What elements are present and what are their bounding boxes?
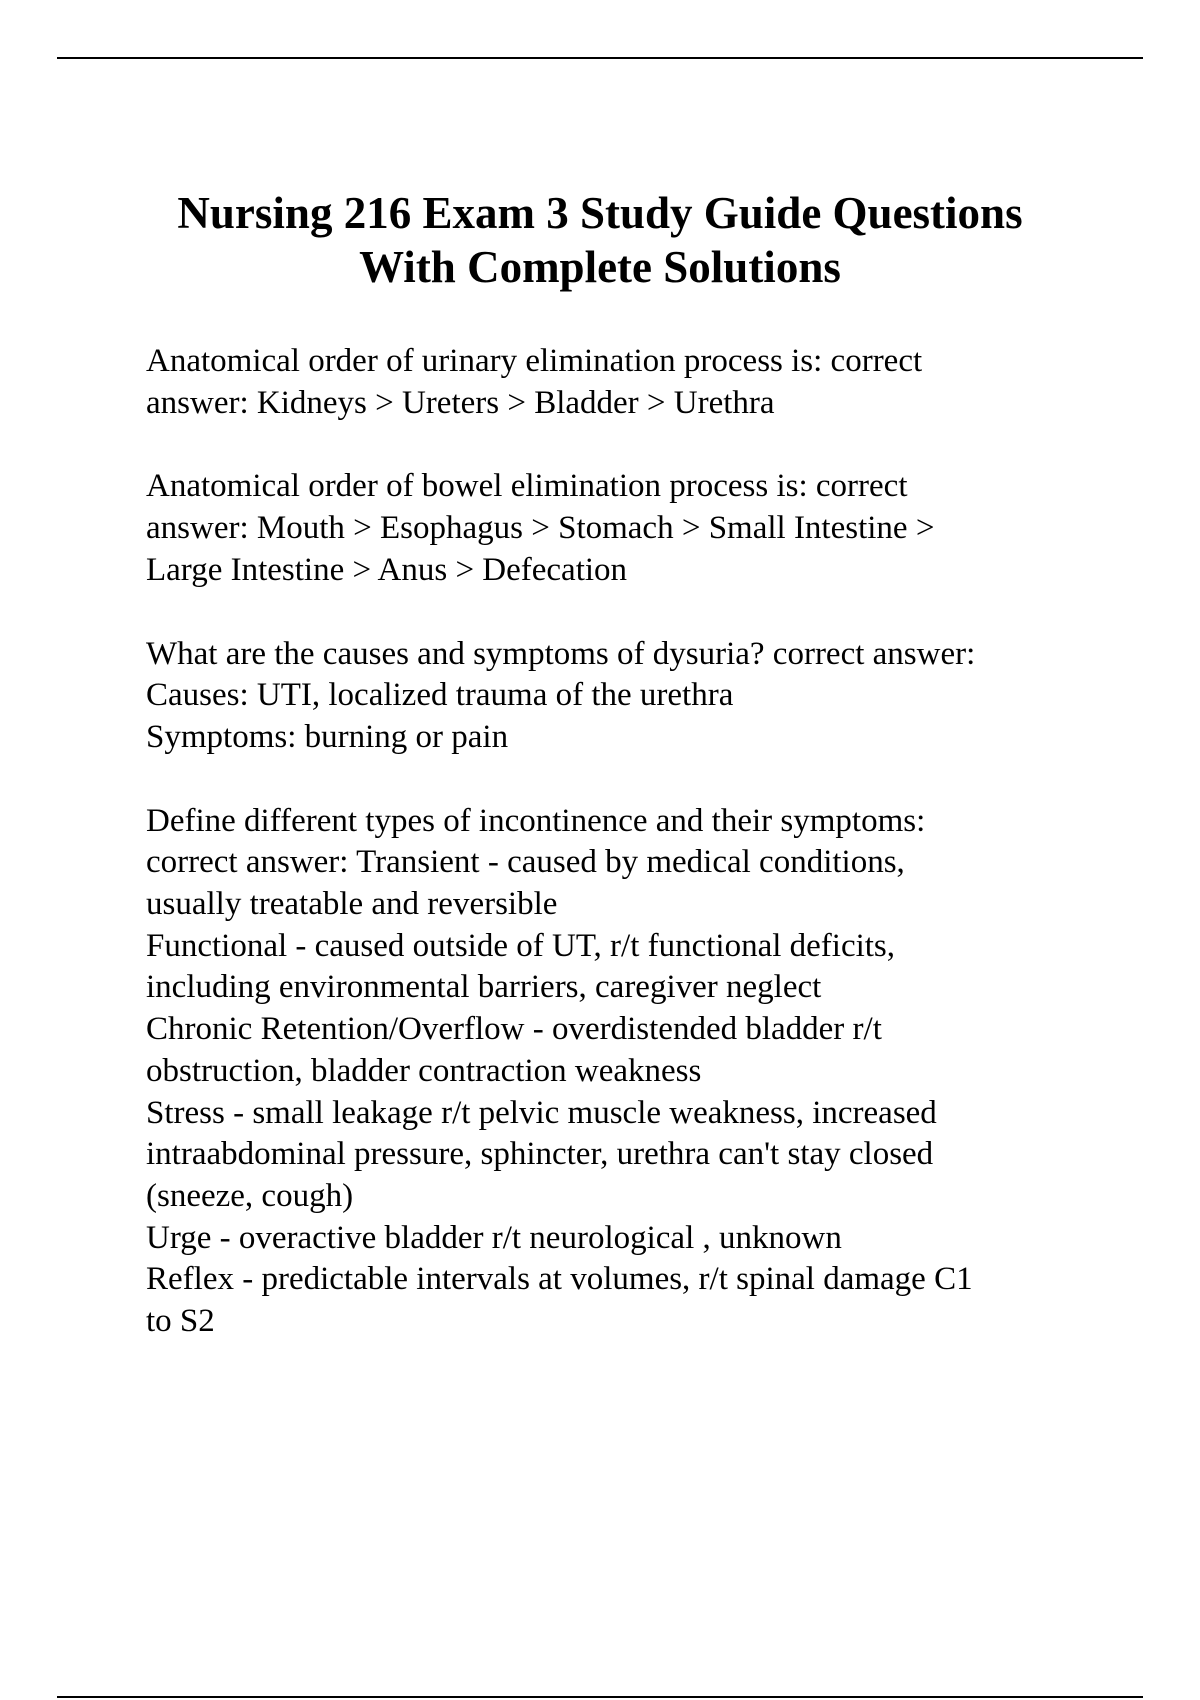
text-line: Urge - overactive bladder r/t neurological , unknown [146, 1219, 842, 1256]
text-line: obstruction, bladder contraction weakness [146, 1052, 702, 1089]
text-line: Stress - small leakage r/t pelvic muscle weakness, increased [146, 1094, 937, 1131]
text-line: answer: Kidneys > Ureters > Bladder > Urethra [146, 384, 775, 421]
text-line: Causes: UTI, localized trauma of the urethra [146, 677, 734, 714]
header-rule [57, 57, 1143, 59]
text-line: Chronic Retention/Overflow - overdistended bladder r/t [146, 1011, 882, 1048]
text-line: Anatomical order of urinary elimination process is: correct [146, 343, 923, 379]
document-title [100, 186, 1100, 294]
title-line: With Complete Solutions [359, 242, 841, 292]
text-line: including environmental barriers, caregiver neglect [146, 969, 822, 1006]
text-line: correct answer: Transient - caused by medical conditions, [146, 844, 905, 881]
qa-entry-urinary-order [146, 341, 1086, 424]
text-line: Large Intestine > Anus > Defecation [146, 551, 628, 588]
title-line: Nursing 216 Exam 3 Study Guide Questions [177, 188, 1023, 238]
qa-entry-incontinence [146, 801, 1086, 1343]
text-line: Symptoms: burning or pain [146, 718, 509, 755]
text-line: Functional - caused outside of UT, r/t functional deficits, [146, 927, 896, 964]
text-line: What are the causes and symptoms of dysuria? correct answer: [146, 635, 976, 672]
qa-entry-dysuria [146, 634, 1086, 759]
text-line: Anatomical order of bowel elimination process is: correct [146, 468, 908, 505]
text-line: (sneeze, cough) [146, 1177, 354, 1214]
document-body [146, 341, 1086, 1385]
text-line: Define different types of incontinence and their symptoms: [146, 802, 926, 839]
footer-rule [57, 1696, 1143, 1698]
text-line: usually treatable and reversible [146, 886, 558, 923]
text-line: answer: Mouth > Esophagus > Stomach > Small Intestine > [146, 510, 935, 547]
qa-entry-bowel-order [146, 466, 1086, 591]
text-line: Reflex - predictable intervals at volumes, r/t spinal damage C1 [146, 1261, 973, 1298]
text-line: to S2 [146, 1303, 215, 1340]
text-line: intraabdominal pressure, sphincter, urethra can't stay closed [146, 1136, 934, 1173]
